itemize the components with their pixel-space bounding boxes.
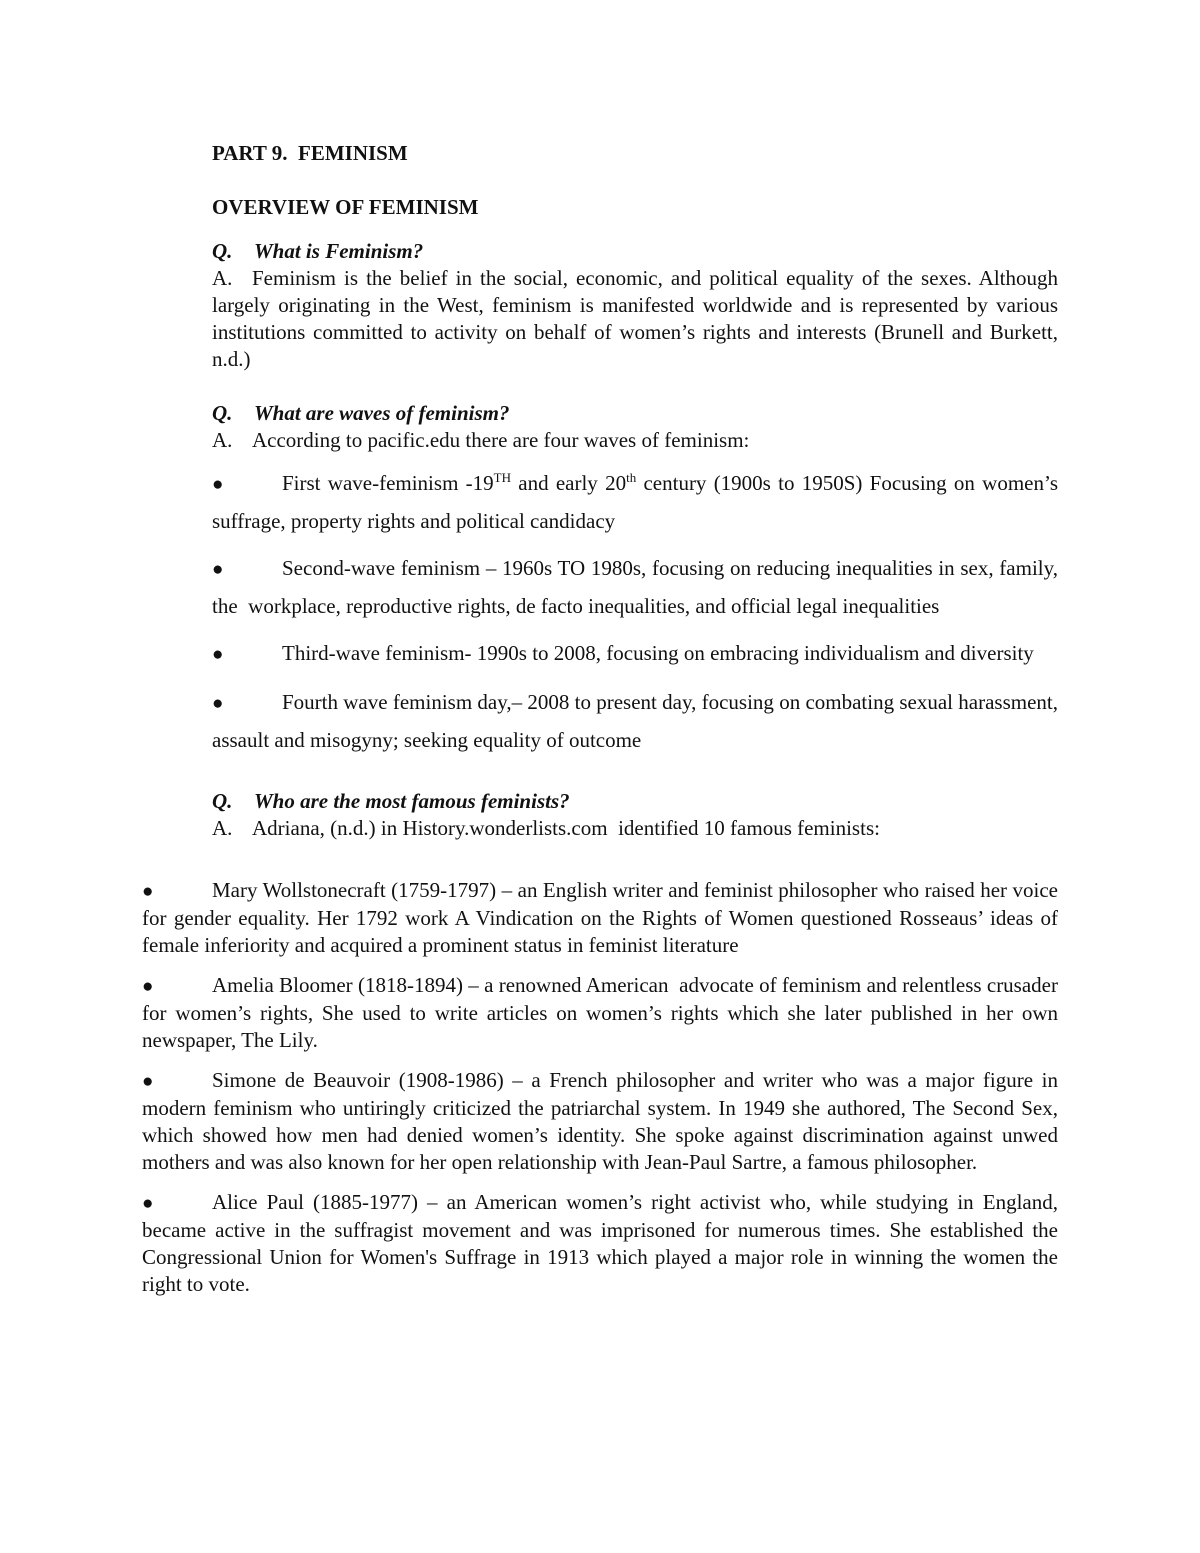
answer-2-text: According to pacific.edu there are four waves of feminism: — [252, 428, 750, 452]
question-3-text: Who are the most famous feminists? — [254, 789, 570, 813]
part-title: PART 9. FEMINISM — [212, 141, 408, 165]
answer-1 — [212, 265, 1064, 373]
bullet-icon: ● — [212, 644, 224, 665]
question-2-num: Q. — [212, 401, 233, 425]
wave-4-text: Fourth wave feminism day,– 2008 to present day, focusing on combating sexual harassment, assault and misogyny; seeking equality of outcome — [212, 690, 1064, 752]
wave-item — [212, 465, 1064, 539]
answer-2-num: A. — [212, 428, 233, 452]
wave-3-text: Third-wave feminism- 1990s to 2008, focusing on embracing individualism and diversity — [282, 641, 1034, 665]
question-1 — [212, 238, 1058, 265]
overview-title: OVERVIEW OF FEMINISM — [212, 195, 479, 219]
wave-item — [212, 635, 1058, 673]
feminist-2-text: Amelia Bloomer (1818-1894) – a renowned American advocate of feminism and relentless crusader for women’s rights, She used to write articles on women’s rights which she later published in her own newspaper, The Lily. — [142, 973, 1064, 1052]
list-item — [142, 972, 1064, 1054]
wave-1-sup-b: th — [626, 470, 637, 485]
document-body — [212, 140, 1064, 842]
bullet-icon: ● — [142, 1193, 154, 1214]
wave-2-text: Second-wave feminism – 1960s TO 1980s, focusing on reducing inequalities in sex, family, the workplace, reproductive rights, de facto inequalities, and official legal inequalities — [212, 556, 1064, 618]
bullet-icon: ● — [212, 474, 224, 495]
feminist-3-text: Simone de Beauvoir (1908-1986) – a French philosopher and writer who was a major figure in modern feminism who untiringly criticized the patriarchal system. In 1949 she authored, The Second Sex, which showed how men had denied women’s identity. She spoke against discrimination against unwed mothers and was also known for her open relationship with Jean-Paul Sartre, a famous philosopher. — [142, 1068, 1064, 1174]
answer-1-text: Feminism is the belief in the social, economic, and political equality of the sexes. Although largely originating in the West, feminism is manifested worldwide and is represented by various institutions committed to activity on behalf of women’s rights and interests (Brunell and Burkett, n.d.) — [212, 266, 1064, 371]
famous-feminists-list — [142, 877, 1064, 1311]
bullet-icon: ● — [142, 976, 154, 997]
answer-1-num: A. — [212, 266, 233, 290]
question-1-text: What is Feminism? — [254, 239, 424, 263]
wave-1-text-a: First wave-feminism -19 — [282, 471, 494, 495]
list-item — [142, 1189, 1064, 1298]
wave-item — [212, 550, 1064, 624]
list-item — [142, 1067, 1064, 1176]
wave-1-text-c: century (1900s to 1950S) Focusing on women’s suffrage, property rights and political candidacy — [212, 471, 1064, 533]
wave-1-text-b: and early 20 — [511, 471, 627, 495]
answer-2 — [212, 427, 1058, 454]
bullet-icon: ● — [142, 881, 154, 902]
answer-3-num: A. — [212, 816, 233, 840]
answer-3-text: Adriana, (n.d.) in History.wonderlists.com identified 10 famous feminists: — [252, 816, 880, 840]
bullet-icon: ● — [142, 1071, 154, 1092]
question-3-num: Q. — [212, 789, 233, 813]
feminist-1-text: Mary Wollstonecraft (1759-1797) – an English writer and feminist philosopher who raised her voice for gender equality. Her 1792 work A Vindication on the Rights of Women questioned Rosseaus’ ideas of female inferiority and acquired a prominent status in feminist literature — [142, 878, 1064, 957]
question-2 — [212, 400, 1058, 427]
bullet-icon: ● — [212, 693, 224, 714]
list-item — [142, 877, 1064, 959]
feminist-4-text: Alice Paul (1885-1977) – an American women’s right activist who, while studying in England, became active in the suffragist movement and was imprisoned for numerous times. She established the Congressional Union for Women's Suffrage in 1913 which played a major role in winning the women the right to vote. — [142, 1190, 1064, 1296]
question-2-text: What are waves of feminism? — [254, 401, 510, 425]
question-1-num: Q. — [212, 239, 233, 263]
wave-item — [212, 684, 1064, 758]
question-3 — [212, 788, 1058, 815]
wave-1-sup-a: TH — [493, 470, 511, 485]
bullet-icon: ● — [212, 559, 224, 580]
answer-3 — [212, 815, 1058, 842]
